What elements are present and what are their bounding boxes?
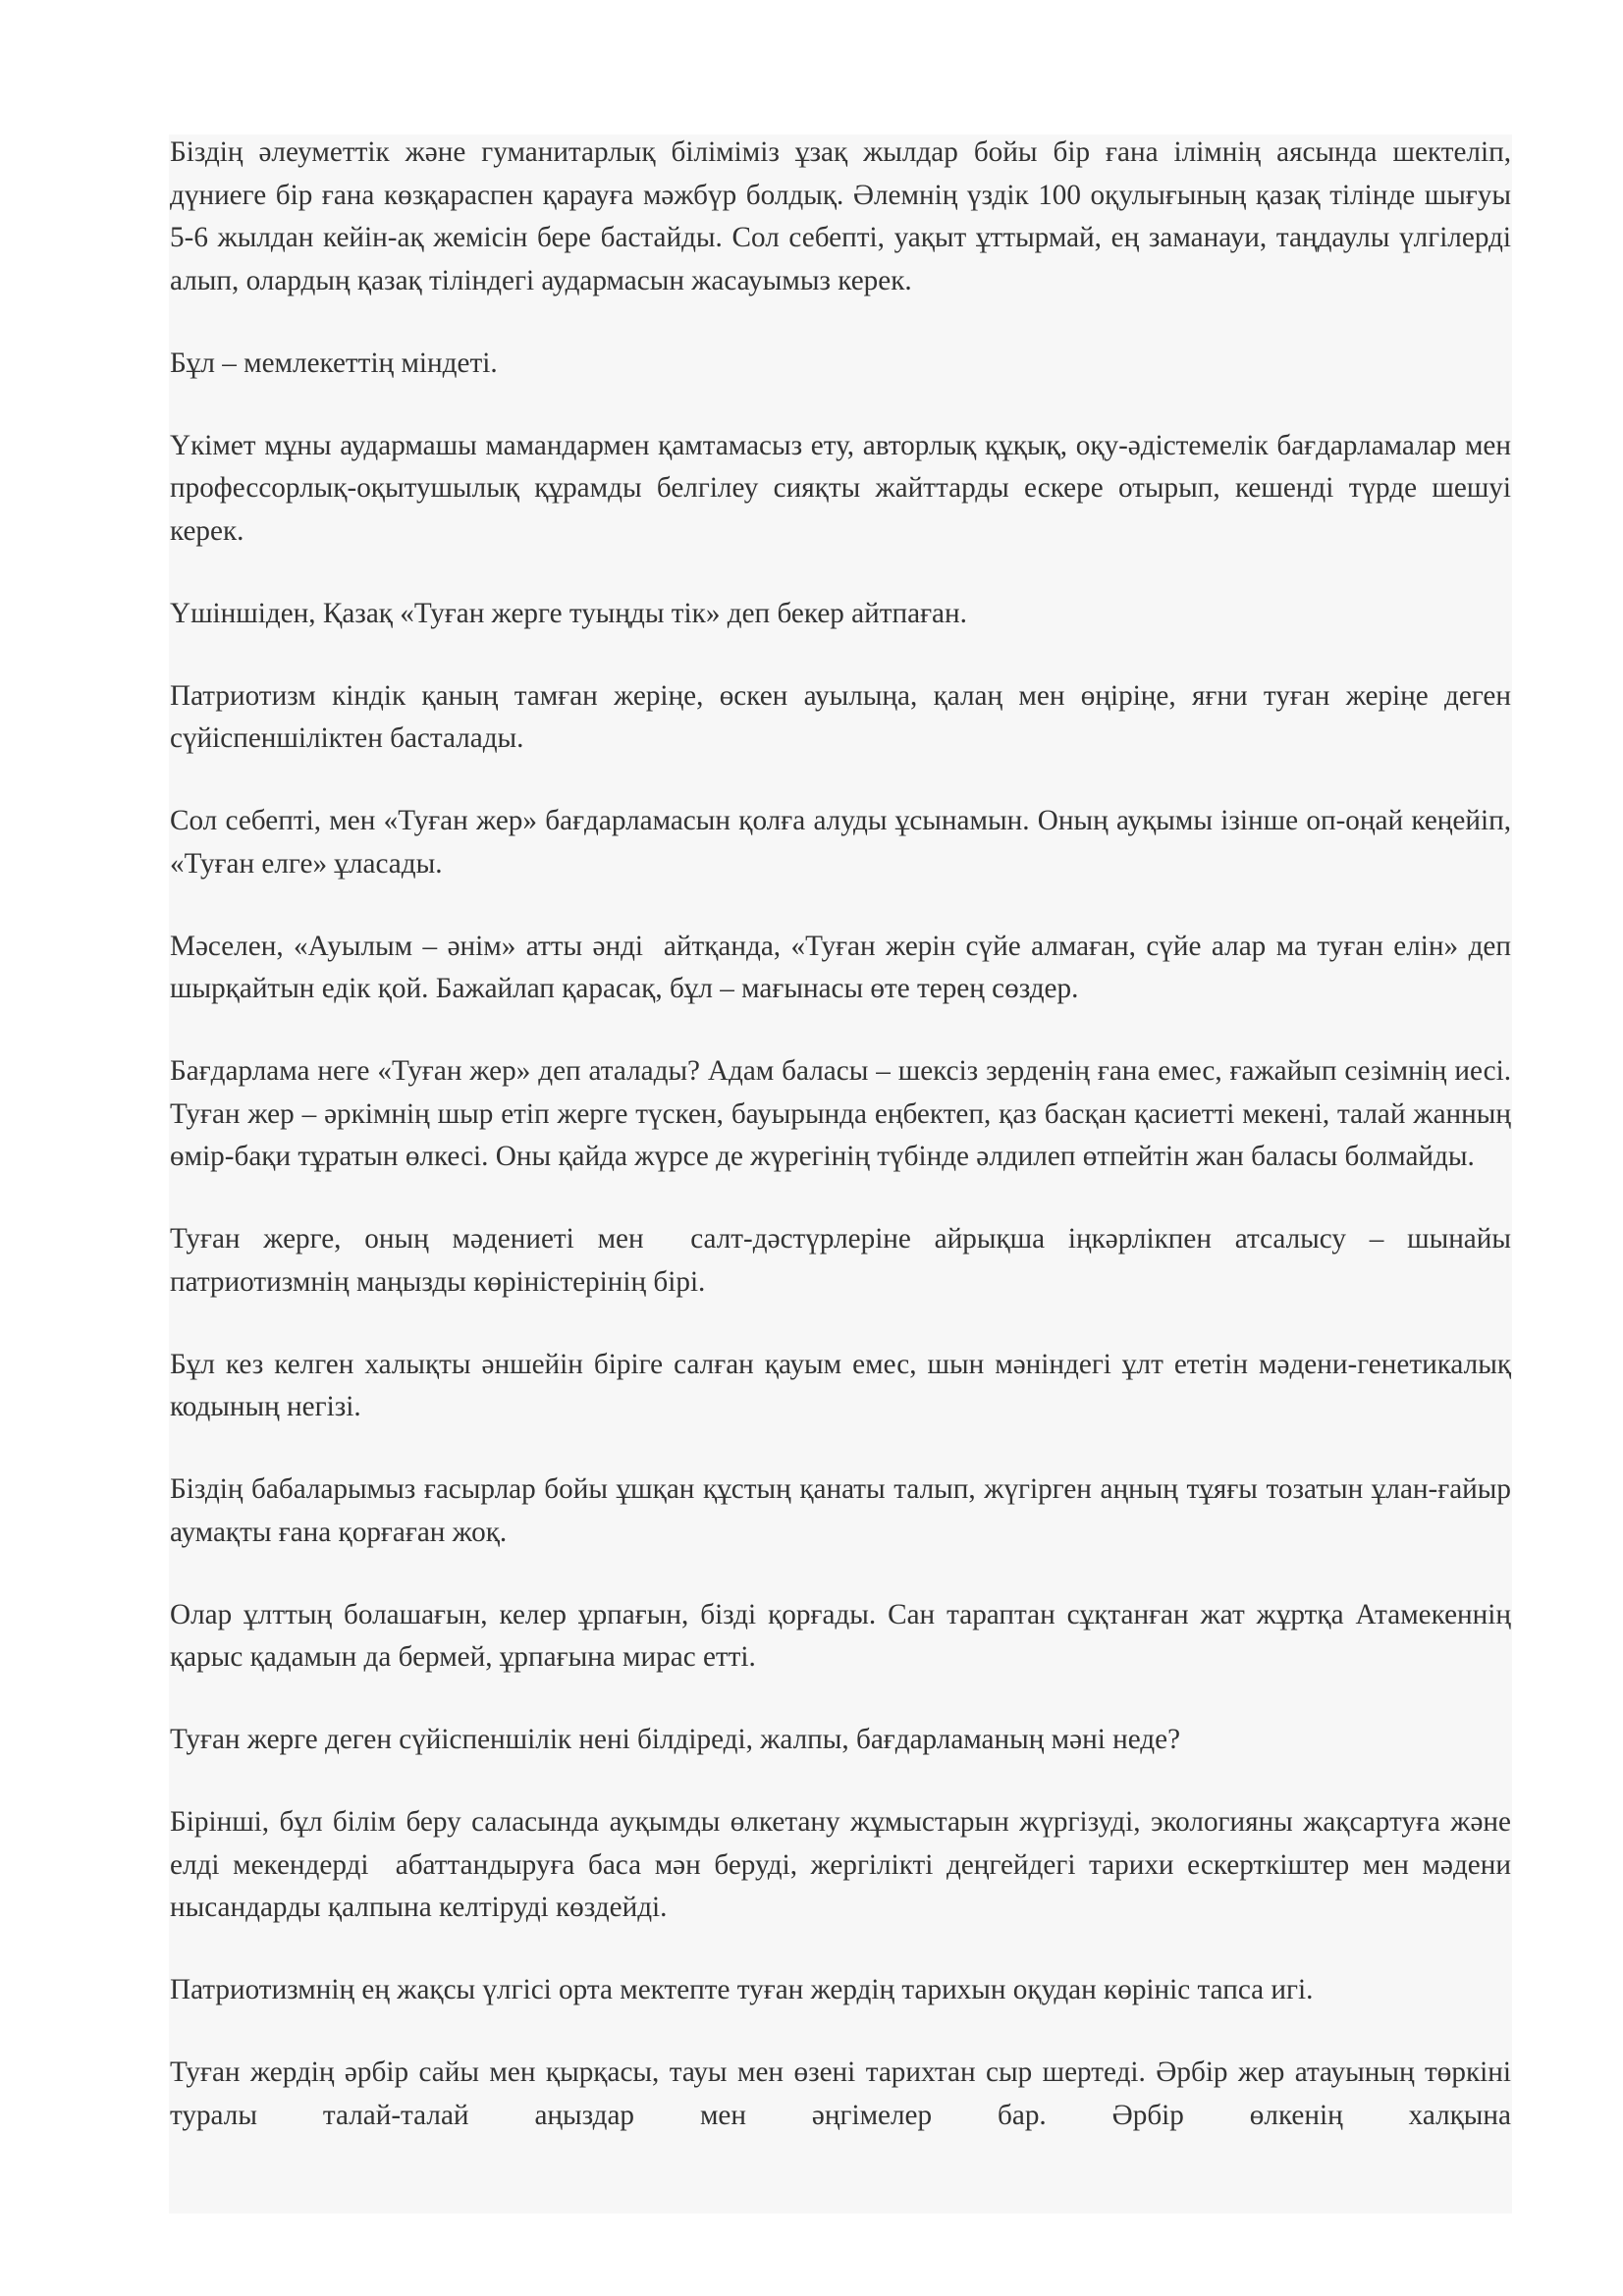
paragraph-1: Біздің әлеуметтік және гуманитарлық біліміміз ұзақ жылдар бойы бір ғана ілімнің аясында шектеліп, дүниеге бір ғана көзқараспен қарауға мәжбүр болдық. Әлемнің үздік 100 оқулығының қазақ тілінде шығуы 5-6 жылдан кейін-ақ жемісін бере бастайды. Сол себепті, уақыт ұттырмай, ең заманауи, таңдаулы үлгілерді алып, олардың қазақ тіліндегі аудармасын жасауымыз керек.: [170, 136, 1519, 296]
paragraph-2: Бұл – мемлекеттің міндеті.: [170, 347, 498, 379]
paragraph-16: Туған жердің әрбір сайы мен қырқасы, тауы мен өзені тарихтан сыр шертеді. Әрбір жер атауының төркіні туралы талай-талай аңыздар мен әңгімелер бар. Әрбір өлкенің халқына: [170, 2056, 1519, 2131]
paragraph-10: Бұл кез келген халықты әншейін біріге салған қауым емес, шын мәніндегі ұлт ететін мәдени-генетикалық кодының негізі.: [170, 1348, 1519, 1422]
paragraph-4: Үшіншіден, Қазақ «Туған жерге туыңды тік» деп бекер айтпаған.: [170, 597, 967, 629]
paragraph-6: Сол себепті, мен «Туған жер» бағдарламасын қолға алуды ұсынамын. Оның ауқымы ізінше оп-оңай кеңейіп, «Туған елге» ұласады.: [170, 805, 1519, 880]
text-block: [169, 134, 1519, 2214]
paragraph-3: Үкімет мұны аудармашы мамандармен қамтамасыз ету, авторлық құқық, оқу-әдістемелік бағдарламалар мен профессорлық-оқытушылық құрамды белгілеу сияқты жайттарды ескере отырып, кешенді түрде шешуі керек.: [170, 429, 1519, 547]
paragraph-13: Туған жерге деген сүйіспеншілік нені білдіреді, жалпы, бағдарламаның мәні неде?: [170, 1724, 1181, 1755]
paragraph-12: Олар ұлттың болашағын, келер ұрпағын, бізді қорғады. Сан тараптан сұқтанған жат жұртқа Атамекеннің қарыс қадамын да бермей, ұрпағына мирас етті.: [170, 1598, 1519, 1673]
paragraph-9: Туған жерге, оның мәдениеті мен салт-дәстүрлеріне айрықша іңкәрлікпен атсалысу – шынайы патриотизмнің маңызды көріністерінің бірі.: [170, 1223, 1519, 1298]
paragraph-15: Патриотизмнің ең жақсы үлгісі орта мектепте туған жердің тарихын оқудан көрініс тапса игі.: [170, 1974, 1314, 2005]
paragraph-14: Бірінші, бұл білім беру саласында ауқымды өлкетану жұмыстарын жүргізуді, экологияны жақсартуға және елді мекендерді абаттандыруға баса мән беруді, жергілікті деңгейдегі тарихи ескерткіштер мен мәдени нысандарды қалпына келтіруді көздейді.: [170, 1806, 1519, 1923]
paragraph-7: Мәселен, «Ауылым – әнім» атты әнді айтқанда, «Туған жерін сүйе алмаған, сүйе алар ма туған елін» деп шырқайтын едік қой. Бажайлап қарасақ, бұл – мағынасы өте терең сөздер.: [170, 930, 1519, 1004]
paragraph-5: Патриотизм кіндік қаның тамған жеріңе, өскен ауылыңа, қалаң мен өңіріңе, яғни туған жеріңе деген сүйіспеншіліктен басталады.: [170, 679, 1519, 754]
paragraph-8: Бағдарлама неге «Туған жер» деп аталады? Адам баласы – шексіз зерденің ғана емес, ғажайып сезімнің иесі. Туған жер – әркімнің шыр етіп жерге түскен, бауырында еңбектеп, қаз басқан қасиетті мекені, талай жанның өмір-бақи тұратын өлкесі. Оны қайда жүрсе де жүрегінің түбінде әлдилеп өтпейтін жан баласы болмайды.: [170, 1055, 1519, 1172]
paragraph-11: Біздің бабаларымыз ғасырлар бойы ұшқан құстың қанаты талып, жүгірген аңның тұяғы тозатын ұлан-ғайыр аумақты ғана қорғаған жоқ.: [170, 1473, 1519, 1548]
